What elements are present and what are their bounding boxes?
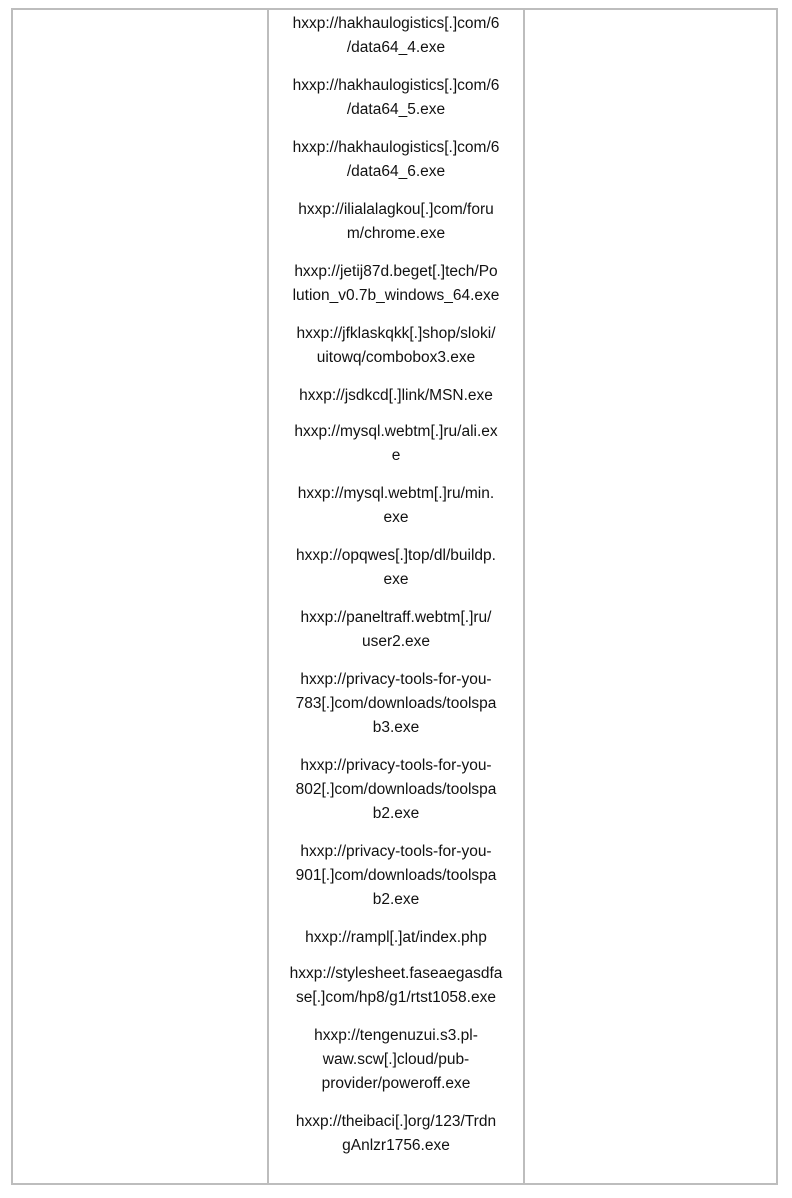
url-item: [275, 482, 517, 530]
url-line: hxxp://jetij87d.beget[.]tech/Po: [294, 263, 498, 280]
url-line: hxxp://hakhaulogistics[.]com/6: [292, 15, 500, 32]
url-line: waw.scw[.]cloud/pub-: [322, 1051, 470, 1068]
url-item: [275, 384, 517, 408]
url-item: [275, 136, 517, 184]
ioc-table: [11, 8, 778, 1185]
url-line: hxxp://paneltraff.webtm[.]ru/: [300, 609, 492, 626]
url-item: [275, 260, 517, 308]
url-line: m/chrome.exe: [346, 225, 446, 242]
url-line: hxxp://jfklaskqkk[.]shop/sloki/: [296, 325, 496, 342]
url-line: hxxp://privacy-tools-for-you-: [300, 757, 492, 774]
url-line: hxxp://stylesheet.faseaegasdfa: [289, 965, 503, 982]
url-line: exe: [383, 509, 409, 526]
url-item: [275, 962, 517, 1010]
url-line: uitowq/combobox3.exe: [316, 349, 476, 366]
url-line: b2.exe: [372, 805, 420, 822]
url-item: [275, 606, 517, 654]
url-line: lution_v0.7b_windows_64.exe: [292, 287, 500, 304]
url-line: hxxp://tengenuzui.s3.pl-: [314, 1027, 478, 1044]
url-line: hxxp://hakhaulogistics[.]com/6: [292, 139, 500, 156]
url-line: hxxp://mysql.webtm[.]ru/min.: [297, 485, 495, 502]
url-line: user2.exe: [361, 633, 431, 650]
url-line: hxxp://rampl[.]at/index.php: [305, 929, 487, 946]
url-line: hxxp://mysql.webtm[.]ru/ali.ex: [294, 423, 498, 440]
url-item: [275, 420, 517, 468]
url-line: 783[.]com/downloads/toolspa: [295, 695, 497, 712]
url-line: /data64_6.exe: [346, 163, 446, 180]
table-column-right: [525, 10, 776, 1183]
url-line: e: [391, 447, 401, 464]
url-line: gAnlzr1756.exe: [342, 1137, 450, 1154]
url-item: [275, 544, 517, 592]
url-line: hxxp://privacy-tools-for-you-: [300, 843, 492, 860]
url-line: hxxp://theibaci[.]org/123/Trdn: [295, 1113, 497, 1130]
url-item: [275, 840, 517, 912]
url-list: [275, 10, 517, 1158]
url-item: [275, 926, 517, 950]
url-item: [275, 1024, 517, 1096]
url-item: [275, 74, 517, 122]
url-line: se[.]com/hp8/g1/rtst1058.exe: [296, 989, 496, 1006]
table-column-urls: [269, 10, 525, 1183]
url-line: exe: [383, 571, 409, 588]
url-item: [275, 198, 517, 246]
url-line: /data64_5.exe: [346, 101, 446, 118]
url-line: b3.exe: [372, 719, 420, 736]
url-item: [275, 754, 517, 826]
table-column-left: [13, 10, 269, 1183]
url-line: b2.exe: [372, 891, 420, 908]
url-item: [275, 668, 517, 740]
url-line: provider/poweroff.exe: [321, 1075, 471, 1092]
url-line: /data64_4.exe: [346, 39, 446, 56]
url-line: hxxp://jsdkcd[.]link/MSN.exe: [299, 387, 493, 404]
url-line: 901[.]com/downloads/toolspa: [295, 867, 497, 884]
url-item: [275, 322, 517, 370]
url-item: [275, 12, 517, 60]
url-line: hxxp://privacy-tools-for-you-: [300, 671, 492, 688]
url-line: 802[.]com/downloads/toolspa: [295, 781, 497, 798]
url-line: hxxp://ilialalagkou[.]com/foru: [298, 201, 494, 218]
url-line: hxxp://hakhaulogistics[.]com/6: [292, 77, 500, 94]
url-item: [275, 1110, 517, 1158]
url-line: hxxp://opqwes[.]top/dl/buildp.: [296, 547, 496, 564]
